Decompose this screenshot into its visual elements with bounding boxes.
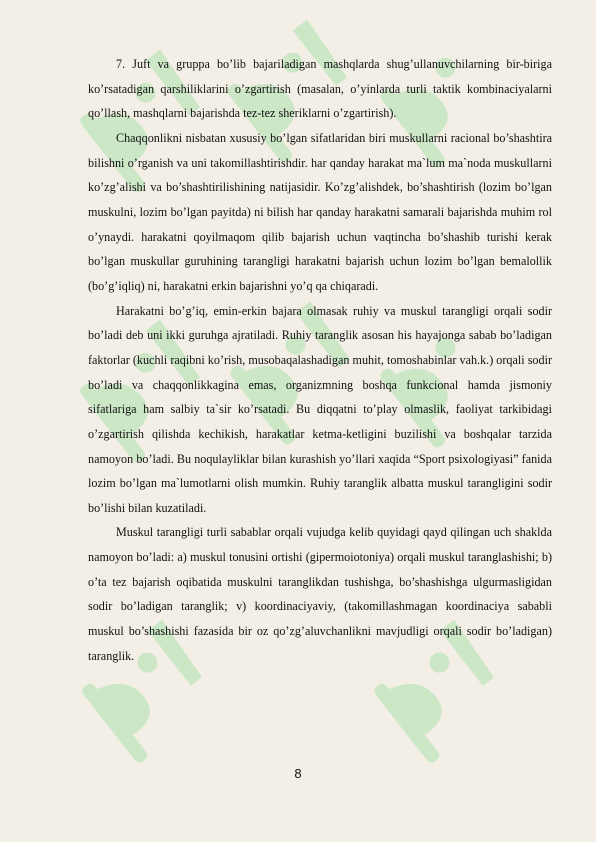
body-text	[88, 52, 552, 668]
page-number: 8	[294, 766, 302, 781]
paragraph-2: Chaqqonlikni nisbatan xususiy bo’lgan sifatlaridan biri muskullarni racional bo’shashtira bilishni o’rganish va uni takomillashtirishdir. har qanday harakat ma`lum ma`noda muskullarni ko’zg’alishi va bo’shashtirilishining natijasidir. Ko’zg’alishdek, bo’shashtirish (lozim bo’lgan muskulni, lozim bo’lgan payitda) ni bilish har qanday harakatni samarali bajarishda muhim rol o’ynaydi. harakatni qoyilmaqom qilib bajarish uchun vaqtincha bo’shashib turishi kerak bo’lgan muskullar guruhining tarangligi harakatni bajarish uchun lozim bo’lgan bemalollik (bo’g’iqliq) ni, harakatni erkin bajarishni yo’q qa chiqaradi.	[88, 130, 552, 293]
paragraph-1: 7. Juft va gruppa bo’lib bajariladigan mashqlarda shug’ullanuvchilarning bir-biriga ko’rsatadigan qarshiliklarini o’zgartirish (masalan, o’yinlarda turli taktik kombinaciyalarni qo’llash, mashqlarni bajarishda tez-tez sheriklarni o’zgartirish).	[88, 57, 552, 121]
paragraph-4: Muskul tarangligi turli sabablar orqali vujudga kelib quyidagi qayd qilingan uch shaklda namoyon bo’ladi: a) muskul tonusini ortishi (gipermoiotoniya) orqali muskul taranglashishi; b) o’ta tez bajarish oqibatida muskulni taranglikdan tushishga, bo’shashishga ulgurmasligidan sodir bo’ladigan taranglik; v) koordinaciyaviy, (takomillashmagan koordinaciya sababli muskul bo’shashishi fazasida bir oz qo’zg’aluvchanlikni mavjudligi orqali sodir bo’ladigan) taranglik.	[88, 525, 552, 663]
paragraph-3: Harakatni bo’g’iq, emin-erkin bajara olmasak ruhiy va muskul tarangligi orqali sodir bo’ladi deb uni ikki guruhga ajratiladi. Ruhiy taranglik asosan his hayajonga sabab bo’ladigan faktorlar (kuchli raqibni ko’rish, musobaqalashadigan muhit, tomoshabinlar vah.k.) orqali sodir bo’ladi va chaqqonlikkagina emas, organizmning boshqa funkcional hamda jismoniy sifatlariga ham salbiy ta`sir ko’rsatadi. Bu diqqatni to’play olmaslik, faoliyat tarkibidagi o’zgartirish qilishda kechikish, harakatlar ketma-ketligini buzilishi va boshqalar tarzida namoyon bo’ladi. Bu noqulayliklar bilan kurashish yo’llari xaqida “Sport psixologiyasi” fanida lozim bo’lgan ma`lumotlarni olish mumkin. Ruhiy taranglik albatta muskul tarangligini sodir bo’lishi bilan kuzatiladi.	[88, 303, 552, 515]
